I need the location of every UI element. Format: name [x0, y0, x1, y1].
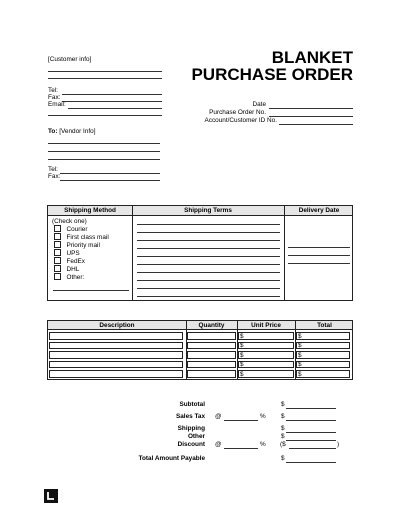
- subtotal-label: Subtotal: [179, 401, 205, 408]
- dhl-checkbox[interactable]: [54, 265, 61, 272]
- currency-symbol: $: [298, 361, 302, 368]
- item-description-cell[interactable]: [49, 351, 183, 359]
- shipping-divider-1: [132, 206, 133, 301]
- sales-tax-at: @: [215, 413, 222, 420]
- quantity-header: Quantity: [198, 322, 225, 329]
- total-payable-field[interactable]: [286, 462, 336, 463]
- item-description-cell[interactable]: [49, 361, 183, 369]
- customer-email-field[interactable]: [68, 108, 162, 109]
- priority-checkbox[interactable]: [54, 241, 61, 248]
- fedex-checkbox[interactable]: [54, 257, 61, 264]
- method-first-class[interactable]: [54, 234, 109, 242]
- item-description-cell[interactable]: [49, 370, 183, 378]
- dhl-label: DHL: [66, 266, 80, 273]
- vendor-heading: [48, 128, 96, 136]
- vendor-to-label: To:: [48, 128, 58, 135]
- terms-line[interactable]: [137, 232, 280, 233]
- currency-symbol: $: [298, 332, 302, 340]
- customer-fax-label: Fax:: [48, 94, 61, 101]
- other-field[interactable]: [286, 440, 336, 441]
- other-method-field[interactable]: [53, 290, 129, 291]
- total-payable-label: Total Amount Payable: [138, 455, 205, 462]
- terms-line[interactable]: [137, 272, 280, 273]
- terms-line[interactable]: [137, 224, 280, 225]
- shipping-field[interactable]: [286, 432, 336, 433]
- terms-line[interactable]: [137, 240, 280, 241]
- discount-field[interactable]: [289, 448, 336, 449]
- vendor-line-3[interactable]: [48, 159, 160, 160]
- brand-logo-icon: [44, 489, 58, 503]
- discount-label: Discount: [177, 441, 205, 448]
- vendor-line-2[interactable]: [48, 151, 160, 152]
- delivery-date-field[interactable]: [288, 263, 350, 264]
- doc-title-line1: BLANKET: [271, 48, 353, 67]
- date-field[interactable]: [269, 108, 353, 109]
- delivery-date-field[interactable]: [288, 255, 350, 256]
- doc-title-line2: PURCHASE ORDER: [191, 65, 353, 84]
- discount-percent: %: [260, 441, 266, 448]
- shipping-label: Shipping: [177, 425, 205, 432]
- total-header: Total: [317, 322, 332, 329]
- currency-symbol: $: [240, 361, 244, 368]
- customer-tel-label: Tel:: [48, 87, 58, 94]
- item-total-cell[interactable]: [296, 351, 350, 359]
- item-quantity-cell[interactable]: [187, 332, 236, 340]
- vendor-info-label: [Vendor Info]: [59, 128, 96, 135]
- terms-line[interactable]: [137, 296, 280, 297]
- currency-symbol: $: [298, 370, 302, 378]
- subtotal-dollar: $: [281, 401, 285, 408]
- shipping-method-header: Shipping Method: [64, 207, 116, 214]
- unit-price-header: Unit Price: [251, 322, 281, 329]
- item-unit-price-cell[interactable]: [238, 361, 294, 369]
- sales-tax-label: Sales Tax: [175, 413, 205, 420]
- item-total-cell[interactable]: [296, 361, 350, 369]
- sales-tax-dollar: $: [281, 413, 285, 420]
- sales-tax-percent: %: [260, 413, 266, 420]
- item-quantity-cell[interactable]: [187, 351, 236, 359]
- first-class-checkbox[interactable]: [54, 233, 61, 240]
- other-dollar: $: [281, 433, 285, 440]
- vendor-tel-field[interactable]: [60, 173, 160, 174]
- discount-rate-field[interactable]: [224, 448, 258, 449]
- sales-tax-rate-field[interactable]: [224, 420, 258, 421]
- customer-tel-field[interactable]: [62, 94, 162, 95]
- item-quantity-cell[interactable]: [187, 370, 236, 378]
- shipping-dollar: $: [281, 425, 285, 432]
- other-checkbox[interactable]: [54, 273, 61, 280]
- shipping-divider-2: [284, 206, 285, 301]
- terms-line[interactable]: [137, 248, 280, 249]
- item-quantity-cell[interactable]: [187, 361, 236, 369]
- customer-line-1[interactable]: [48, 71, 162, 72]
- sales-tax-field[interactable]: [286, 420, 336, 421]
- other-label: Other: [187, 433, 205, 440]
- currency-symbol: $: [298, 342, 302, 349]
- shipping-terms-header: Shipping Terms: [184, 207, 232, 214]
- method-priority[interactable]: [54, 242, 100, 250]
- customer-line-2[interactable]: [48, 78, 162, 79]
- currency-symbol: $: [240, 332, 244, 340]
- currency-symbol: $: [240, 351, 244, 359]
- item-description-cell[interactable]: [49, 342, 183, 350]
- delivery-date-header: Delivery Date: [298, 207, 340, 214]
- item-total-cell[interactable]: [296, 332, 350, 340]
- courier-checkbox[interactable]: [54, 225, 61, 232]
- description-header: Description: [99, 322, 135, 329]
- terms-line[interactable]: [137, 280, 280, 281]
- item-description-cell[interactable]: [49, 332, 183, 340]
- method-other[interactable]: [54, 274, 84, 282]
- po-number-field[interactable]: [269, 116, 353, 117]
- priority-label: Priority mail: [66, 242, 100, 249]
- customer-line-extra[interactable]: [48, 115, 162, 116]
- ups-label: UPS: [66, 250, 80, 257]
- first-class-label: First class mail: [66, 234, 109, 241]
- fedex-label: FedEx: [66, 258, 85, 265]
- currency-symbol: $: [240, 370, 244, 378]
- currency-symbol: $: [240, 342, 244, 349]
- po-number-label: Purchase Order No.: [209, 109, 266, 116]
- item-quantity-cell[interactable]: [187, 342, 236, 350]
- discount-open: ($: [280, 441, 286, 448]
- terms-line[interactable]: [137, 264, 280, 265]
- discount-at: @: [215, 441, 222, 448]
- terms-line[interactable]: [137, 256, 280, 257]
- courier-label: Courier: [66, 226, 88, 233]
- item-unit-price-cell[interactable]: [238, 370, 294, 378]
- discount-close: ): [337, 441, 340, 448]
- item-unit-price-cell[interactable]: [238, 351, 294, 359]
- logo-glyph-icon: [44, 489, 58, 503]
- item-unit-price-cell[interactable]: [238, 342, 294, 350]
- vendor-fax-label: Fax:: [48, 173, 61, 180]
- vendor-line-1[interactable]: [48, 143, 160, 144]
- currency-symbol: $: [298, 351, 302, 359]
- date-label: Date: [252, 101, 266, 108]
- item-total-cell[interactable]: [296, 342, 350, 350]
- item-total-cell[interactable]: [296, 370, 350, 378]
- customer-fax-field[interactable]: [62, 101, 162, 102]
- ups-checkbox[interactable]: [54, 249, 61, 256]
- subtotal-field[interactable]: [286, 408, 336, 409]
- total-payable-dollar: $: [281, 455, 285, 462]
- customer-info-heading: [Customer info]: [48, 56, 92, 63]
- shipping-table: [47, 205, 353, 301]
- terms-line[interactable]: [137, 288, 280, 289]
- check-one-label: (Check one): [52, 218, 87, 225]
- account-id-label: Account/Customer ID No.: [204, 117, 277, 124]
- vendor-tel-label: Tel:: [48, 166, 58, 173]
- customer-email-label: Email:: [48, 101, 66, 108]
- other-label: Other:: [66, 274, 85, 281]
- item-unit-price-cell[interactable]: [238, 332, 294, 340]
- account-id-field[interactable]: [279, 124, 353, 125]
- vendor-fax-field[interactable]: [60, 180, 160, 181]
- delivery-date-field[interactable]: [288, 247, 350, 248]
